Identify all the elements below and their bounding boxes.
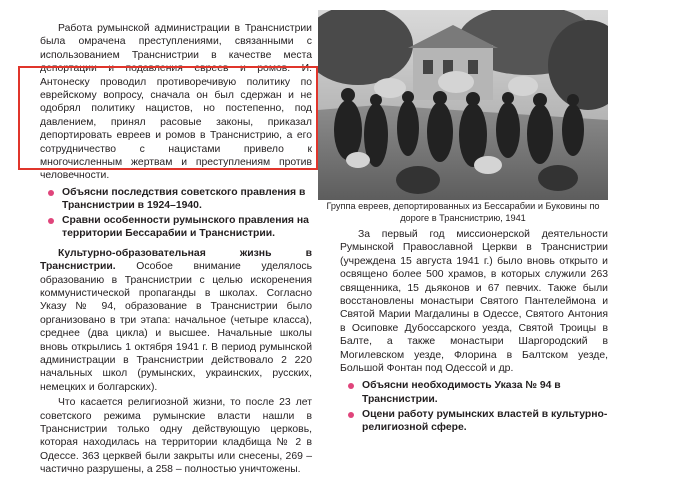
paragraph-antonescu: Работа румынской администрации в Транснистрии была омрачена преступлениями, связанными с использованием Транснистрии в качестве места депортации и подавления евреев и ромов. И. Антонеску проводил противоречивую политику по еврейскому вопросу, сначала он был сдержан и не одобрял политику нацистов, но постепенно, под давлением, принял расовые законы, приказал депортировать евреев и ромов в Транснистрию, а его сотрудничество с нацистами привело к многочисленным жертвам и преступлениям против человечности. <box>40 23 312 182</box>
paragraph-education <box>40 247 312 394</box>
bullet-icon <box>348 383 354 389</box>
bullet-icon <box>48 190 54 196</box>
task-text: Оцени работу румынских властей в культурно-религиозной сфере. <box>362 408 608 434</box>
task-item <box>40 186 312 212</box>
paragraph-religion: Что касается религиозной жизни, то после 23 лет советского режима румынские власти нашли в Транснистрии только одну действующую церковь, которая находилась на территории кладбища № 2 в Одессе. 363 церквей были закрыты или снесены, 269 – частично разрушены, а 258 – полностью уничтожены. <box>40 397 312 476</box>
historical-photo <box>318 10 608 200</box>
task-item <box>340 408 608 434</box>
task-item <box>40 214 312 240</box>
section-heading: Культурно-образовательная жизнь в Транснистрии. <box>40 247 312 273</box>
bullet-icon <box>348 412 354 418</box>
task-text: Объясни необходимость Указа № 94 в Транснистрии. <box>362 380 561 405</box>
photo-caption: Группа евреев, депортированных из Бессарабии и Буковины по дороге в Транснистрию, 1941 <box>326 201 600 223</box>
task-text: Сравни особенности румынского правления на территории Бессарабии и Транснистрии. <box>62 215 309 240</box>
paragraph-body: Особое внимание уделялось образованию в Транснистрии с целью искоренения коммунистической пропаганды в школах. Согласно Указу № 94, образование в Транснистрии было организовано в три этапа: начальное (четыре класса), среднее (два цикла) и высшее. Начальные школы вновь открылись 1 октября 1941 г. В период румынской администрации в Транснистрии действовало 2 220 начальных школ (румынских, украинских, русских, немецких и болгарских). <box>40 261 312 393</box>
left-column <box>40 22 312 477</box>
task-item <box>340 379 608 405</box>
right-column <box>340 228 608 436</box>
paragraph-church: За первый год миссионерской деятельности Румынской Православной Церкви в Транснистрии (учреждена 15 августа 1941 г.) было вновь открыто и освящено более 500 храмов, в которых служили 263 священника, 15 дьяконов и 67 певчих. Также были восстановлены монастыри Святого Пантелеймона и Святой Марии Магдалины в Одессе, Святого Антония в Осиповке Дубоссарского уезда, Святой Троицы в Балте, а также монастыри Шаргородский в Могилевском уезде, Флорина в Балтском уезде, Большой Фонтан под Одессой и др. <box>340 229 608 375</box>
bullet-icon <box>48 218 54 224</box>
task-text: Объясни последствия советского правления в Транснистрии в 1924–1940. <box>62 186 306 212</box>
